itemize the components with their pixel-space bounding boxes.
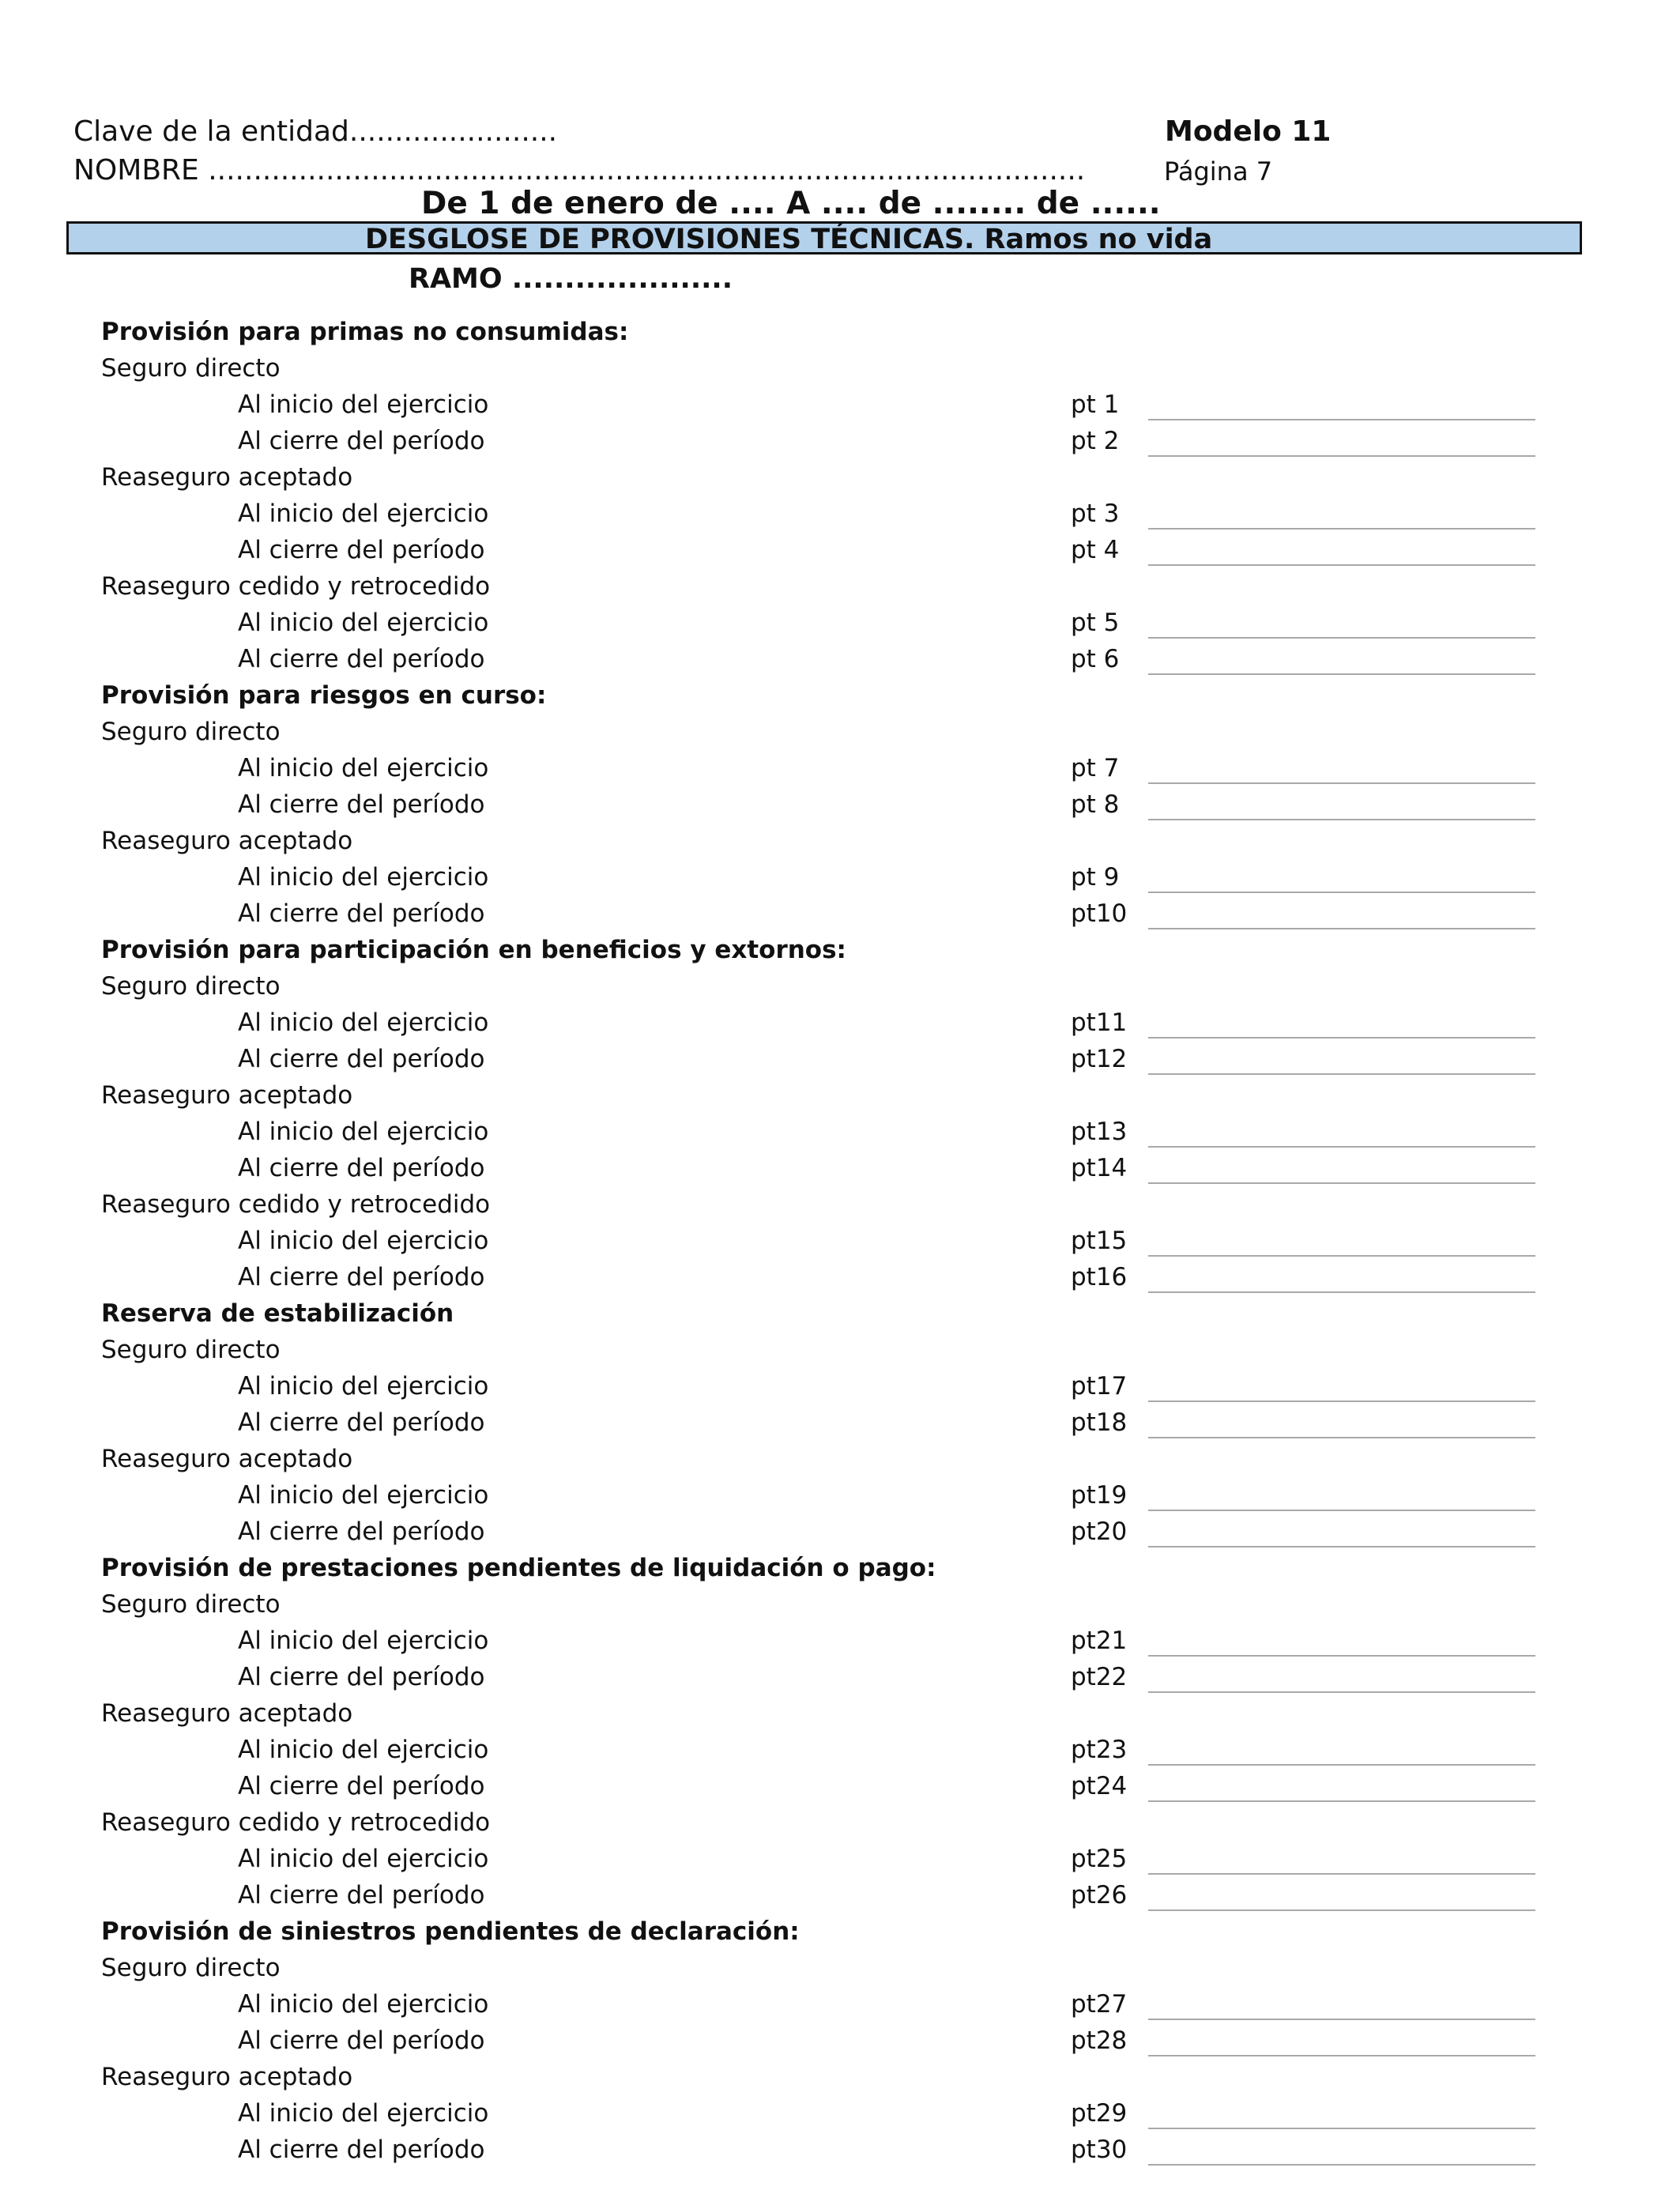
form-row [0,1405,1680,1442]
field-code: pt 8 [1071,790,1120,819]
value-entry-line[interactable] [1148,819,1535,820]
page-number: Página 7 [1164,156,1273,187]
subsection-row [0,1696,1680,1732]
section-heading: Provisión de siniestros pendientes de declaración: [101,1917,800,1946]
subsection-label: Reaseguro aceptado [101,463,353,492]
value-entry-line[interactable] [1148,637,1535,639]
value-entry-line[interactable] [1148,2164,1535,2166]
value-entry-line[interactable] [1148,1291,1535,1293]
field-code: pt12 [1071,1045,1128,1073]
field-code: pt21 [1071,1627,1128,1655]
banner-title: DESGLOSE DE PROVISIONES TÉCNICAS. Ramos no vida [365,224,1213,255]
section-heading-row [0,1551,1680,1587]
value-entry-line[interactable] [1148,419,1535,420]
item-label: Al inicio del ejercicio [238,1118,489,1146]
form-row [0,1987,1680,2023]
subsection-label: Reaseguro aceptado [101,1081,353,1110]
section-heading: Provisión para participación en beneficios y extornos: [101,936,846,964]
form-row [0,787,1680,824]
field-code: pt29 [1071,2099,1128,2128]
subsection-label: Reaseguro cedido y retrocedido [101,1190,491,1219]
item-label: Al inicio del ejercicio [238,754,489,782]
subsection-label: Reaseguro aceptado [101,1445,353,1473]
subsection-label: Seguro directo [101,354,281,383]
item-label: Al inicio del ejercicio [238,390,489,419]
value-entry-line[interactable] [1148,1655,1535,1657]
subsection-row [0,1442,1680,1478]
value-entry-line[interactable] [1148,1037,1535,1039]
field-code: pt18 [1071,1408,1128,1437]
item-label: Al cierre del período [238,1263,485,1291]
field-code: pt26 [1071,1881,1128,1909]
item-label: Al cierre del período [238,1045,485,1073]
value-entry-line[interactable] [1148,1800,1535,1802]
form-row [0,642,1680,678]
section-banner [66,221,1582,254]
item-label: Al inicio del ejercicio [238,2099,489,2128]
field-code: pt 1 [1071,390,1120,419]
form-row [0,1769,1680,1805]
subsection-row [0,1187,1680,1223]
section-heading: Provisión para riesgos en curso: [101,681,547,710]
subsection-row [0,714,1680,751]
form-row [0,2132,1680,2169]
item-label: Al cierre del período [238,2136,485,2164]
field-code: pt15 [1071,1227,1128,1255]
value-entry-line[interactable] [1148,892,1535,893]
section-heading-row [0,315,1680,351]
field-code: pt13 [1071,1118,1128,1146]
field-code: pt11 [1071,1008,1128,1037]
field-code: pt24 [1071,1772,1128,1800]
field-code: pt10 [1071,899,1128,928]
field-code: pt30 [1071,2136,1128,2164]
section-heading-row [0,933,1680,969]
value-entry-line[interactable] [1148,673,1535,675]
name-label: NOMBRE ................................................................................................. [73,154,1086,187]
field-code: pt19 [1071,1481,1128,1510]
subsection-label: Reaseguro aceptado [101,827,353,855]
item-label: Al inicio del ejercicio [238,863,489,892]
item-label: Al inicio del ejercicio [238,609,489,637]
value-entry-line[interactable] [1148,455,1535,457]
value-entry-line[interactable] [1148,564,1535,566]
field-code: pt25 [1071,1845,1128,1873]
form-row [0,533,1680,569]
item-label: Al cierre del período [238,1772,485,1800]
item-label: Al cierre del período [238,645,485,673]
value-entry-line[interactable] [1148,1255,1535,1257]
form-row [0,2023,1680,2060]
entity-key-label: Clave de la entidad....................... [73,115,558,148]
value-entry-line[interactable] [1148,1691,1535,1693]
field-code: pt14 [1071,1154,1128,1182]
item-label: Al cierre del período [238,536,485,564]
form-row [0,2096,1680,2132]
item-label: Al cierre del período [238,1154,485,1182]
field-code: pt 7 [1071,754,1120,782]
item-label: Al inicio del ejercicio [238,1227,489,1255]
field-code: pt28 [1071,2026,1128,2055]
form-row [0,1151,1680,1187]
value-entry-line[interactable] [1148,1873,1535,1875]
value-entry-line[interactable] [1148,1764,1535,1766]
value-entry-line[interactable] [1148,1909,1535,1911]
form-row [0,1660,1680,1696]
field-code: pt20 [1071,1517,1128,1546]
section-heading: Provisión de prestaciones pendientes de liquidación o pago: [101,1554,936,1582]
form-row [0,896,1680,933]
field-code: pt17 [1071,1372,1128,1400]
value-entry-line[interactable] [1148,1546,1535,1547]
subsection-row [0,1587,1680,1623]
form-row [0,751,1680,787]
value-entry-line[interactable] [1148,1437,1535,1438]
item-label: Al cierre del período [238,1408,485,1437]
field-code: pt23 [1071,1736,1128,1764]
form-row [0,1005,1680,1042]
section-heading-row [0,678,1680,714]
subsection-row [0,460,1680,496]
item-label: Al inicio del ejercicio [238,1481,489,1510]
form-row [0,496,1680,533]
subsection-row [0,569,1680,605]
section-heading-row [0,1296,1680,1333]
field-code: pt 6 [1071,645,1120,673]
subsection-row [0,1333,1680,1369]
subsection-row [0,2060,1680,2096]
form-row [0,1223,1680,1260]
period-title: De 1 de enero de .... A .... de ........ de ...... [421,186,1161,221]
subsection-row [0,969,1680,1005]
section-heading: Provisión para primas no consumidas: [101,318,629,346]
form-row [0,1369,1680,1405]
value-entry-line[interactable] [1148,1510,1535,1511]
item-label: Al inicio del ejercicio [238,1845,489,1873]
subsection-label: Seguro directo [101,1590,281,1619]
field-code: pt22 [1071,1663,1128,1691]
value-entry-line[interactable] [1148,2055,1535,2056]
item-label: Al inicio del ejercicio [238,1008,489,1037]
subsection-row [0,351,1680,387]
form-row [0,860,1680,896]
item-label: Al inicio del ejercicio [238,1627,489,1655]
item-label: Al cierre del período [238,427,485,455]
item-label: Al inicio del ejercicio [238,1990,489,2019]
field-code: pt 2 [1071,427,1120,455]
value-entry-line[interactable] [1148,1182,1535,1184]
subsection-label: Reaseguro cedido y retrocedido [101,1808,491,1837]
item-label: Al cierre del período [238,899,485,928]
subsection-label: Seguro directo [101,718,281,746]
subsection-row [0,1805,1680,1842]
subsection-label: Seguro directo [101,972,281,1001]
value-entry-line[interactable] [1148,782,1535,784]
item-label: Al inicio del ejercicio [238,1372,489,1400]
item-label: Al inicio del ejercicio [238,1736,489,1764]
item-label: Al cierre del período [238,790,485,819]
section-heading-row [0,1914,1680,1951]
subsection-row [0,824,1680,860]
form-row [0,1260,1680,1296]
value-entry-line[interactable] [1148,928,1535,929]
value-entry-line[interactable] [1148,1073,1535,1075]
field-code: pt27 [1071,1990,1128,2019]
subsection-label: Seguro directo [101,1336,281,1364]
item-label: Al cierre del período [238,1663,485,1691]
item-label: Al inicio del ejercicio [238,499,489,528]
value-entry-line[interactable] [1148,2019,1535,2020]
subsection-row [0,1078,1680,1114]
value-entry-line[interactable] [1148,1400,1535,1402]
section-heading: Reserva de estabilización [101,1299,454,1328]
form-row [0,1842,1680,1878]
field-code: pt 5 [1071,609,1120,637]
field-code: pt16 [1071,1263,1128,1291]
form-row [0,424,1680,460]
value-entry-line[interactable] [1148,2128,1535,2129]
ramo-label: RAMO ..................... [409,263,733,295]
value-entry-line[interactable] [1148,528,1535,530]
form-row [0,605,1680,642]
item-label: Al cierre del período [238,1881,485,1909]
form-row [0,1732,1680,1769]
form-row [0,1623,1680,1660]
item-label: Al cierre del período [238,2026,485,2055]
field-code: pt 9 [1071,863,1120,892]
model-label: Modelo 11 [1165,115,1332,148]
form-row [0,1114,1680,1151]
form-row [0,1878,1680,1914]
form-row [0,387,1680,424]
subsection-row [0,1951,1680,1987]
subsection-label: Reaseguro aceptado [101,1699,353,1728]
field-code: pt 4 [1071,536,1120,564]
field-code: pt 3 [1071,499,1120,528]
item-label: Al cierre del período [238,1517,485,1546]
form-row [0,1514,1680,1551]
subsection-label: Reaseguro cedido y retrocedido [101,572,491,601]
subsection-label: Seguro directo [101,1954,281,1982]
value-entry-line[interactable] [1148,1146,1535,1148]
form-row [0,1478,1680,1514]
form-row [0,1042,1680,1078]
subsection-label: Reaseguro aceptado [101,2063,353,2091]
